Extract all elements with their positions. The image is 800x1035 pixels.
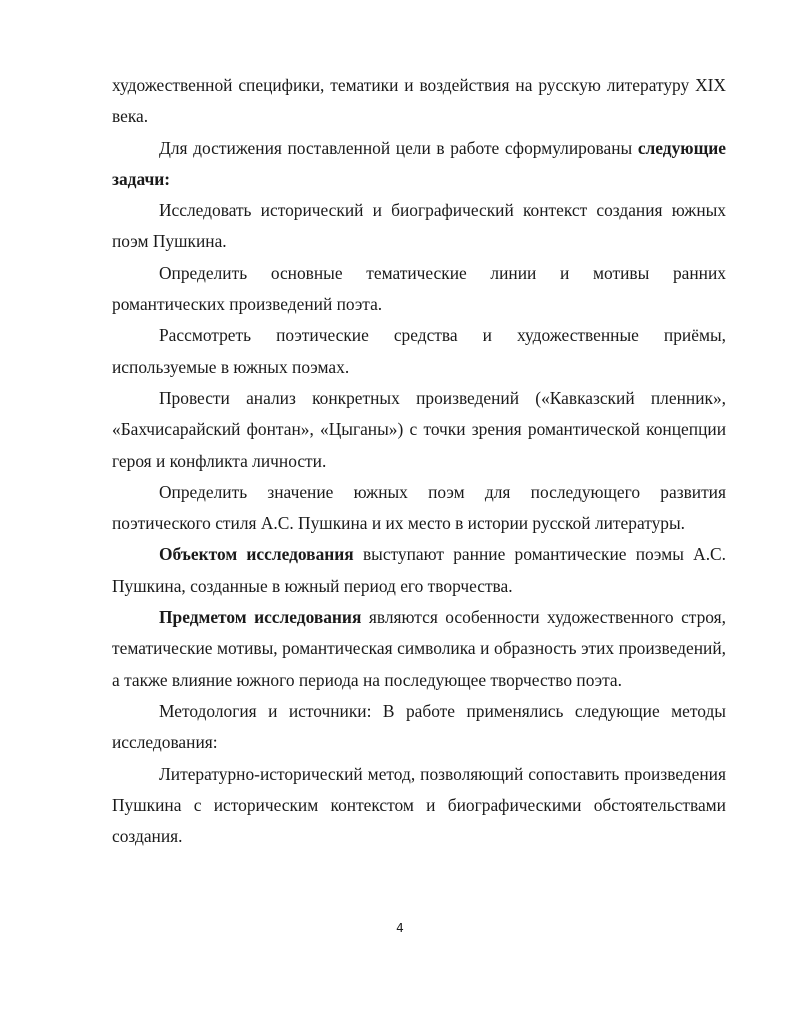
paragraph-text: выступают ранние романтические поэмы А.С. Пушкина, созданные в южный период его творчества. bbox=[112, 544, 726, 596]
paragraph-text: Определить значение южных поэм для последующего развития поэтического стиля А.С. Пушкина и их место в истории русской литературы. bbox=[112, 481, 726, 534]
paragraph-object bbox=[112, 539, 726, 602]
paragraph-text: Определить основные тематические линии и мотивы ранних романтических произведений поэта. bbox=[112, 262, 726, 315]
task-item bbox=[112, 383, 726, 477]
subject-heading: Предметом исследования bbox=[159, 607, 362, 628]
paragraph-text: Для достижения поставленной цели в работе сформулированы bbox=[159, 137, 638, 158]
paragraph-text: Литературно-исторический метод, позволяющий сопоставить произведения Пушкина с историческим контекстом и биографическими обстоятельствами создания. bbox=[112, 763, 726, 847]
page-number: 4 bbox=[396, 921, 404, 935]
tasks-heading: следующие задачи: bbox=[112, 137, 726, 189]
paragraph-text: художественной специфики, тематики и воздействия на русскую литературу XIX века. bbox=[112, 75, 726, 127]
paragraph-continuation bbox=[112, 70, 726, 133]
paragraph-text: Методология и источники: В работе применялись следующие методы исследования: bbox=[112, 700, 726, 753]
paragraph-text: являются особенности художественного строя, тематические мотивы, романтическая символика и образность этих произведений, а также влияние южного периода на последующее творчество поэта. bbox=[112, 607, 727, 690]
object-heading: Объектом исследования bbox=[159, 544, 354, 565]
paragraph-text: Исследовать исторический и биографический контекст создания южных поэм Пушкина. bbox=[112, 200, 726, 252]
task-item bbox=[112, 477, 726, 540]
task-item bbox=[112, 195, 726, 258]
paragraph-methodology bbox=[112, 696, 726, 759]
task-item bbox=[112, 258, 726, 321]
method-item bbox=[112, 759, 726, 853]
paragraph-text: Провести анализ конкретных произведений («Кавказский пленник», «Бахчисарайский фонтан», «Цыганы») с точки зрения романтической концепции героя и конфликта личности. bbox=[112, 387, 726, 471]
body-text bbox=[112, 70, 726, 852]
paragraph-subject bbox=[112, 602, 726, 696]
paragraph-text: Рассмотреть поэтические средства и художественные приёмы, используемые в южных поэмах. bbox=[112, 325, 726, 377]
task-item bbox=[112, 320, 726, 383]
paragraph-tasks-intro bbox=[112, 133, 726, 196]
